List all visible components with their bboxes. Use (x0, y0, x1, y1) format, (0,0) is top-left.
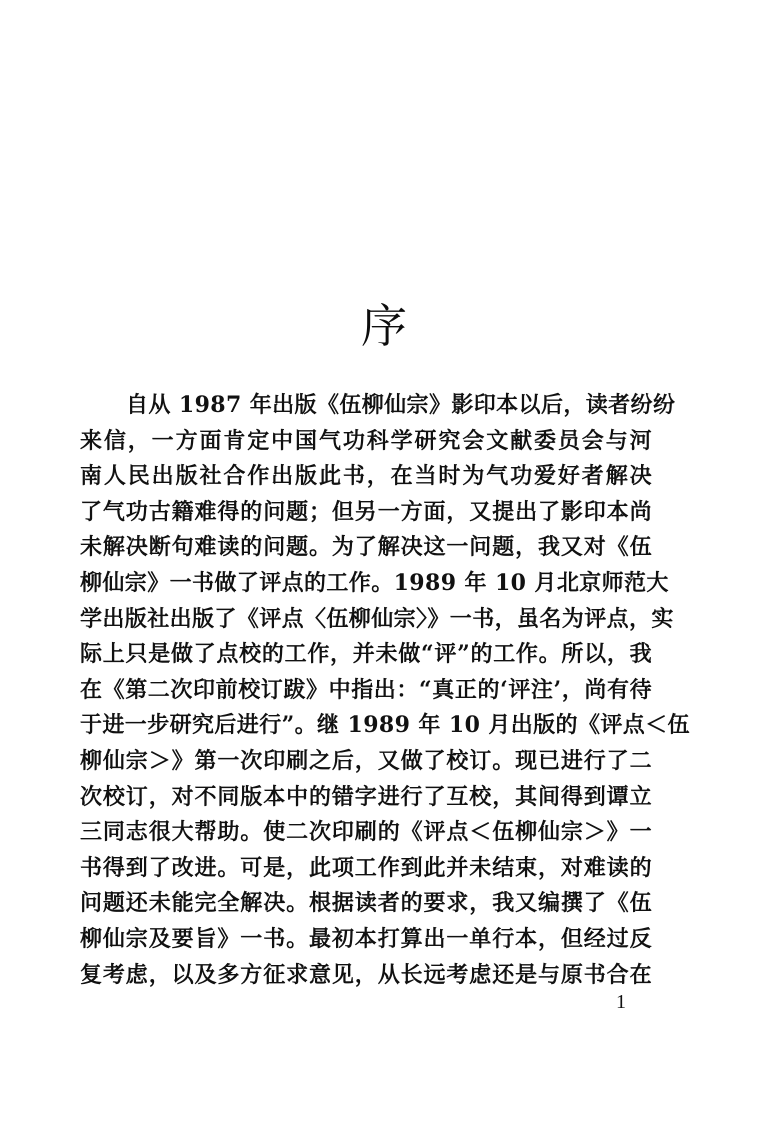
preface-paragraph (80, 388, 690, 993)
text-line: 在《第二次印前校订跋》中指出：“真正的‘评注’，尚有待 (80, 676, 652, 703)
text-line: 南人民出版社合作出版此书，在当时为气功爱好者解决 (80, 463, 652, 490)
text-line: 自从 1987 年出版《伍柳仙宗》影印本以后，读者纷纷 (126, 392, 676, 418)
text-line: 柳仙宗及要旨》一书。最初本打算出一单行本，但经过反 (80, 925, 652, 952)
text-line: 来信，一方面肯定中国气功科学研究会文献委员会与河 (80, 427, 652, 454)
text-line: 未解决断句难读的问题。为了解决这一问题，我又对《伍 (80, 534, 652, 561)
text-line: 柳仙宗》一书做了评点的工作。1989 年 10 月北京师范大 (80, 569, 669, 596)
page-number: 1 (616, 991, 626, 1013)
text-line: 柳仙宗＞》第一次印刷之后，又做了校订。现已进行了二 (80, 747, 652, 774)
text-line: 际上只是做了点校的工作，并未做“评”的工作。所以，我 (80, 641, 652, 668)
text-line: 问题还未能完全解决。根据读者的要求，我又编撰了《伍 (80, 890, 652, 917)
text-line: 复考虑，以及多方征求意见，从长远考虑还是与原书合在 (80, 961, 652, 988)
text-line: 于进一步研究后进行”。继 1989 年 10 月出版的《评点＜伍 (80, 712, 690, 739)
text-line: 次校订，对不同版本中的错字进行了互校，其间得到谭立 (80, 783, 652, 810)
text-line: 书得到了改进。可是，此项工作到此并未结束，对难读的 (80, 854, 652, 881)
text-line: 学出版社出版了《评点〈伍柳仙宗〉》一书，虽名为评点，实 (80, 605, 674, 632)
page-title: 序 (361, 299, 407, 353)
text-line: 三同志很大帮助。使二次印刷的《评点＜伍柳仙宗＞》一 (80, 819, 652, 846)
text-line: 了气功古籍难得的问题；但另一方面，又提出了影印本尚 (80, 498, 652, 525)
